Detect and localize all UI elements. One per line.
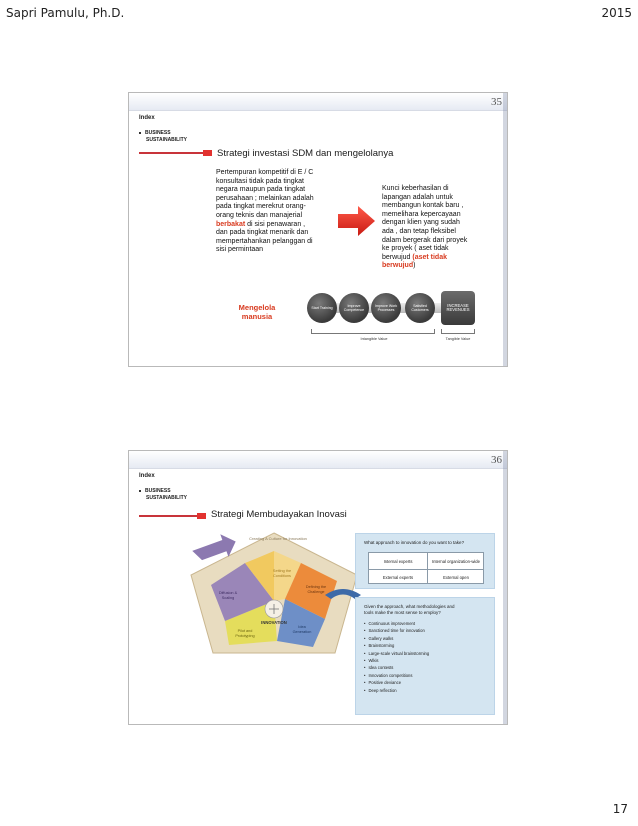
approach-grid: [368, 552, 484, 584]
page-number: 17: [612, 802, 628, 816]
bullet-dot: [139, 490, 141, 492]
segment-label: Diffusion & Scaling: [218, 591, 238, 600]
innovation-pentagon: [185, 529, 363, 659]
right-text-block: Kunci keberhasilan di lapangan adalah untuk membangun kontak baru , memelihara kepercayaan dengan klien yang sudah ada , dan tetap fleksibel dalam bergerak dari proyek ke proyek ( aset tidak berwujud (aset tidak berwujud): [382, 185, 468, 270]
list-item: • Gallery walks: [364, 635, 429, 642]
slide-title: Strategi investasi SDM dan mengelolanya: [217, 148, 394, 159]
slide-36: [128, 450, 508, 725]
methods-panel: [355, 597, 495, 715]
list-item: • Idea contests: [364, 664, 429, 671]
red-marker: [203, 150, 212, 156]
intangible-brace: [311, 329, 435, 334]
red-marker: [197, 513, 206, 519]
grid-cell: External experts: [382, 574, 414, 580]
list-item: • Sanctioned time for innovation: [364, 627, 429, 634]
slide-title: Strategi Membudayakan Inovasi: [211, 509, 347, 520]
approach-question: What approach to innovation do you want to take?: [364, 540, 465, 545]
grid-cell: Internal organization-wide: [432, 558, 480, 564]
process-node: Improve Work Processes: [371, 293, 401, 323]
list-item: • Wikis: [364, 657, 429, 664]
red-divider: [139, 515, 199, 517]
intangible-label: Intangible Value: [360, 337, 388, 341]
process-node: Satisfied Customers: [405, 293, 435, 323]
process-node: Improve Competence: [339, 293, 369, 323]
slide-number: 35: [491, 96, 502, 108]
list-item: • Brainstorming: [364, 642, 429, 649]
right-arrow-icon: [338, 205, 376, 237]
list-item: • Large-scale virtual brainstorming: [364, 650, 429, 657]
highlight-berbakat: berbakat: [216, 220, 246, 228]
process-node: Start Training: [307, 293, 337, 323]
segment-label: Idea Generation: [292, 625, 312, 634]
grid-cell: Internal experts: [383, 558, 413, 564]
left-text-block: Pertempuran kompetitif di E / C konsultasi tidak pada tingkat negara maupun pada tingkat perusahaan ; melainkan adalah pada tingkat merekrut orang- orang teknis dan manajerial berbakat di sisi penawaran , dan pada tingkat menarik dan mempertahankan pelanggan di sisi permintaan: [216, 169, 314, 254]
revenue-node: INCREASE REVENUES: [441, 291, 475, 325]
tangible-brace: [441, 329, 475, 334]
slide-header-bar: [129, 451, 507, 469]
approach-panel: [355, 533, 495, 589]
bullet-dot: [139, 132, 141, 134]
methods-question: Given the approach, what methodologies and tools make the most sense to employ?: [364, 604, 455, 615]
managing-people-label: Mengelola manusia: [238, 303, 276, 321]
segment-label: Setting the Conditions: [272, 569, 292, 578]
innovation-center-label: INNOVATION: [261, 620, 287, 625]
list-item: • Positive deviance: [364, 679, 429, 686]
slide-header-bar: [129, 93, 507, 111]
methods-list: [364, 620, 429, 694]
pentagon-graphic: [185, 529, 363, 659]
list-item: • Continuous improvement: [364, 620, 429, 627]
list-item: • Innovation competitions: [364, 672, 429, 679]
slide-35: [128, 92, 508, 367]
segment-label: Pilot and Prototyping: [235, 629, 255, 638]
bullet-business-sustainability: BUSINESS SUSTAINABILITY: [139, 130, 187, 144]
index-label: Index: [139, 473, 155, 479]
index-label: Index: [139, 115, 155, 121]
bullet-business-sustainability: BUSINESS SUSTAINABILITY: [139, 488, 187, 502]
list-item: • Deep reflection: [364, 687, 429, 694]
highlight-aset: (aset tidak: [412, 253, 447, 261]
grid-cell: External open: [443, 574, 469, 580]
red-divider: [139, 152, 204, 154]
year: 2015: [601, 6, 632, 20]
tangible-label: Tangible Value: [445, 337, 471, 341]
slide-number: 36: [491, 454, 502, 466]
author-name: Sapri Pamulu, Ph.D.: [6, 6, 125, 20]
pentagon-top-label: Creating A Culture for Innovation: [249, 536, 307, 541]
slide-edge: [503, 451, 507, 724]
segment-label: Defining the Challenge: [305, 585, 327, 594]
process-diagram: [307, 293, 497, 355]
